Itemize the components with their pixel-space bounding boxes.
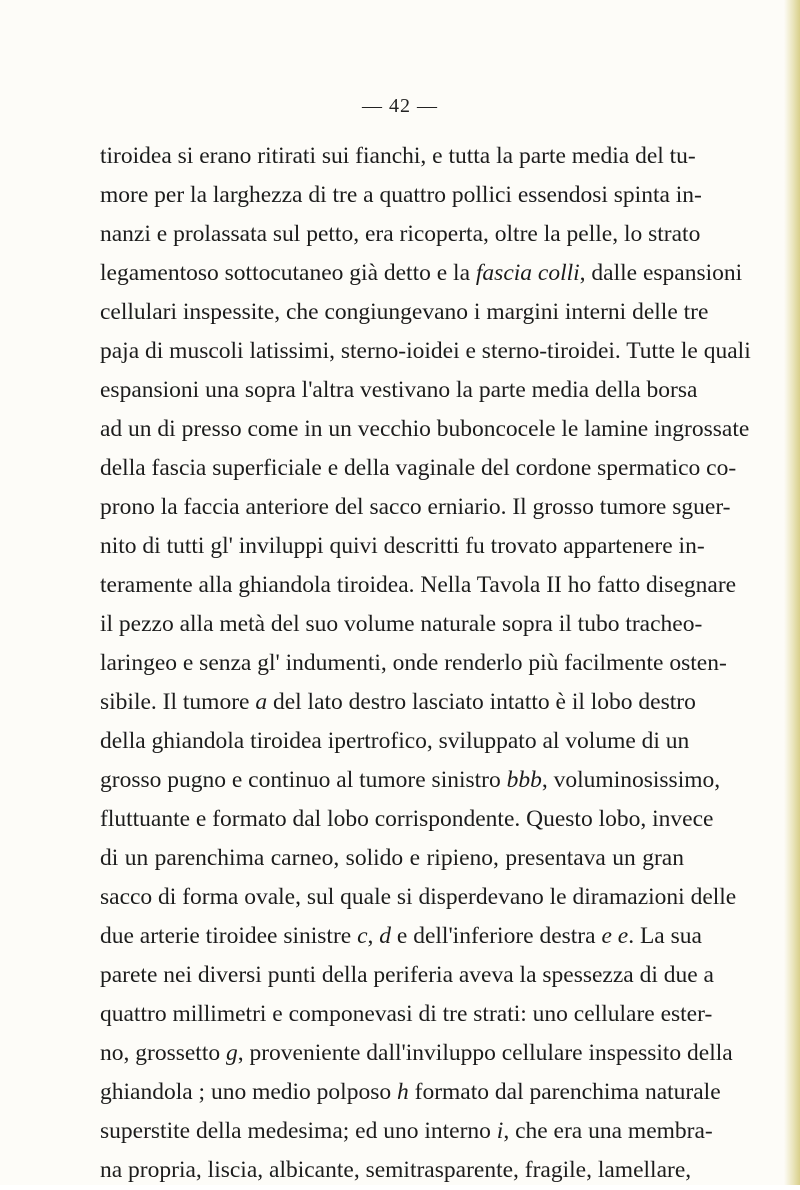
italic-text: bbb <box>506 767 542 793</box>
text-line <box>100 683 696 722</box>
text-segment: more per la larghezza di tre a quattro pollici essendosi spinta in- <box>100 182 702 208</box>
text-line <box>100 566 737 605</box>
text-segment: della fascia superficiale e della vaginale del cordone spermatico co- <box>100 455 737 481</box>
text-segment: ad un di presso come in un vecchio buboncocele le lamine ingrossate <box>100 416 750 442</box>
text-segment: , proveniente dall'inviluppo cellulare inspessito della <box>237 1040 733 1066</box>
text-line <box>100 1112 713 1151</box>
text-line <box>100 800 714 839</box>
text-segment: cellulari inspessite, che congiungevano i margini interni delle tre <box>100 299 709 325</box>
text-line <box>100 137 696 176</box>
text-segment: ghiandola ; uno medio polposo <box>100 1079 397 1105</box>
text-segment: . La sua <box>628 923 702 949</box>
text-segment: espansioni una sopra l'altra vestivano la parte media della borsa <box>100 377 698 403</box>
text-segment: e dell'inferiore destra <box>391 923 602 949</box>
text-segment: paja di muscoli latissimi, sterno-ioidei e sterno-tiroidei. Tutte le quali <box>100 338 751 364</box>
text-segment: della ghiandola tiroidea ipertrofico, sviluppato al volume di un <box>100 728 690 754</box>
text-segment: , <box>367 923 380 949</box>
text-segment: legamentoso sottocutaneo già detto e la <box>100 260 476 286</box>
text-line <box>100 371 698 410</box>
text-line <box>100 332 751 371</box>
italic-text: d <box>379 923 392 949</box>
text-line <box>100 1151 692 1190</box>
text-line <box>100 410 750 449</box>
text-line <box>100 254 743 293</box>
italic-text: c <box>357 923 368 949</box>
page-number: — 42 — <box>362 95 438 117</box>
text-line <box>100 605 703 644</box>
text-line <box>100 293 709 332</box>
text-segment: quattro millimetri e componevasi di tre strati: uno cellulare ester- <box>100 1001 713 1027</box>
text-segment: del lato destro lasciato intatto è il lobo destro <box>267 689 696 715</box>
text-line <box>100 1034 733 1073</box>
text-segment: sacco di forma ovale, sul quale si disperdevano le diramazioni delle <box>100 884 737 910</box>
text-line <box>100 956 714 995</box>
text-segment: nanzi e prolassata sul petto, era ricoperta, oltre la pelle, lo strato <box>100 221 701 247</box>
text-segment: tiroidea si erano ritirati sui fianchi, e tutta la parte media del tu- <box>100 143 696 169</box>
text-line <box>100 215 701 254</box>
text-line <box>100 839 684 878</box>
text-segment: superstite della medesima; ed uno interno <box>100 1118 497 1144</box>
text-line <box>100 995 713 1034</box>
text-segment: , che era una membra- <box>503 1118 713 1144</box>
text-segment: prono la faccia anteriore del sacco erniario. Il grosso tumore sguer- <box>100 494 731 520</box>
text-segment: il pezzo alla metà del suo volume naturale sopra il tubo tracheo- <box>100 611 703 637</box>
text-line <box>100 644 727 683</box>
text-line <box>100 722 690 761</box>
text-segment: laringeo e senza gl' indumenti, onde renderlo più facilmente osten- <box>100 650 727 676</box>
text-line <box>100 527 705 566</box>
text-line <box>100 1073 721 1112</box>
italic-text: g <box>225 1040 238 1066</box>
text-segment: fluttuante e formato dal lobo corrispondente. Questo lobo, invece <box>100 806 714 832</box>
text-line <box>100 488 731 527</box>
text-segment: sibile. Il tumore <box>100 689 256 715</box>
text-segment: di un parenchima carneo, solido e ripieno, presentava un gran <box>100 845 684 871</box>
text-segment: na propria, liscia, albicante, semitrasparente, fragile, lamellare, <box>100 1157 692 1183</box>
text-segment: due arterie tiroidee sinistre <box>100 923 358 949</box>
text-segment: , dalle espansioni <box>579 260 743 286</box>
text-segment: parete nei diversi punti della periferia aveva la spessezza di due a <box>100 962 714 988</box>
text-line <box>100 917 702 956</box>
italic-text: i <box>496 1118 504 1144</box>
text-line <box>100 878 737 917</box>
italic-text: e e <box>601 923 629 949</box>
italic-text: a <box>255 689 268 715</box>
text-segment: nito di tutti gl' inviluppi quivi descritti fu trovato appartenere in- <box>100 533 705 559</box>
text-segment: , voluminosissimo, <box>541 767 721 793</box>
text-segment: no, grossetto <box>100 1040 226 1066</box>
text-line <box>100 761 721 800</box>
text-segment: teramente alla ghiandola tiroidea. Nella Tavola II ho fatto disegnare <box>100 572 737 598</box>
text-segment: grosso pugno e continuo al tumore sinistro <box>100 767 507 793</box>
text-line <box>100 449 737 488</box>
italic-text: h <box>397 1079 409 1105</box>
text-segment: formato dal parenchima naturale <box>408 1079 721 1105</box>
italic-text: fascia colli <box>475 260 580 286</box>
body-text <box>100 137 751 1190</box>
page-edge-shadow <box>784 0 800 1185</box>
text-line <box>100 176 702 215</box>
